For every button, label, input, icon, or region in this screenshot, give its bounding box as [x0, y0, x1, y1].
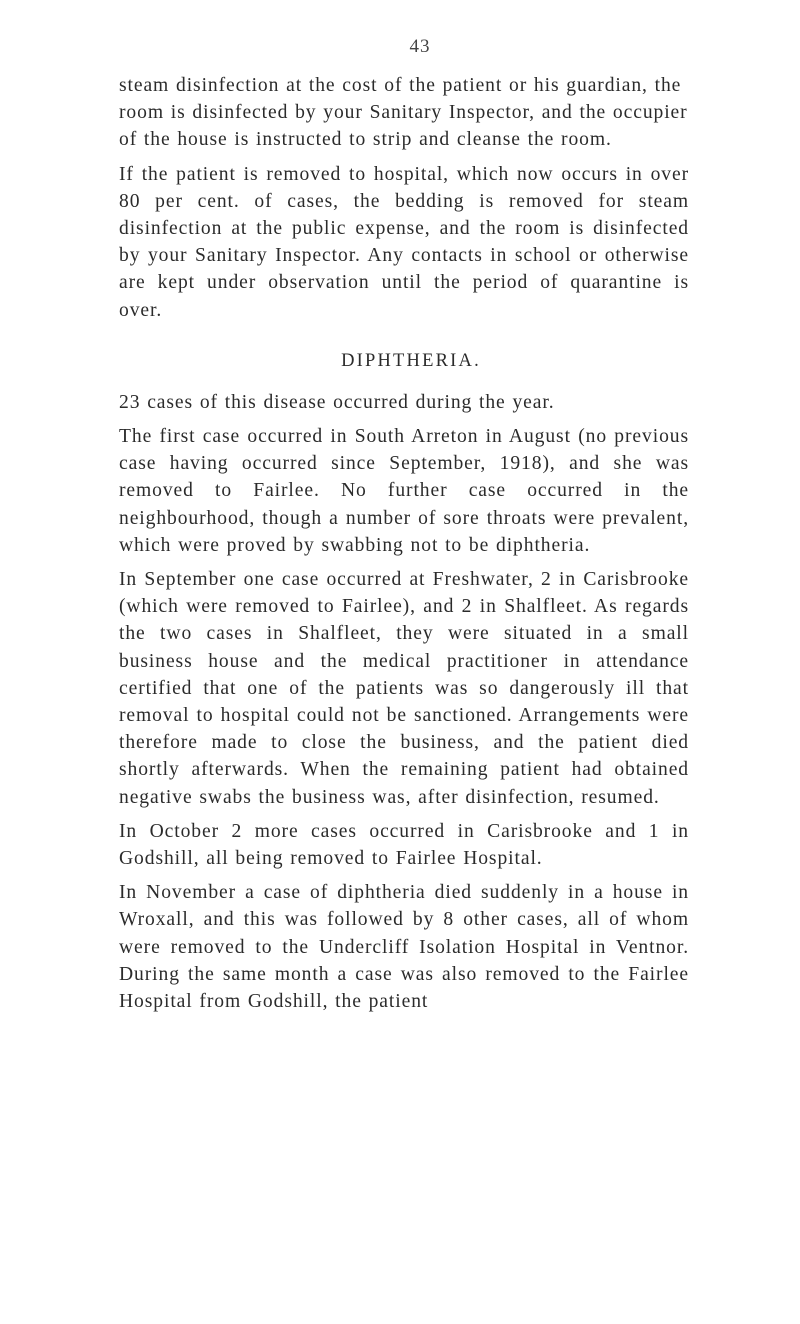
continuation-paragraph: steam disinfection at the cost of the patient or his guardian, the room is disinfected by your Sanitary Inspector, and the occupier of the house is instructed to strip and cleanse the room. [119, 75, 688, 151]
first-case-paragraph: The first case occurred in South Arreton in August (no previous case having occurred since September, 1918), and she was removed to Fairlee. No further case occurred in the neighbourhood, though a number of sore throats were prevalent, which were proved by swabbing not to be diphtheria. [119, 426, 689, 556]
hospital-removal-paragraph: If the patient is removed to hospital, which now occurs in over 80 per cent. of cases, the bedding is removed for steam disinfection at the public expense, and the room is disinfected by your Sanitary Inspector. Any contacts in school or otherwise are kept under observation until the period of quarantine is over. [119, 163, 689, 321]
diphtheria-summary-paragraph: 23 cases of this disease occurred during the year. [119, 391, 555, 413]
november-cases-paragraph: In November a case of diphtheria died suddenly in a house in Wroxall, and this was followed by 8 other cases, all of whom were removed to the Undercliff Isolation Hospital in Ventnor. During the same month a case was also removed to the Fairlee Hospital from Godshill, the patient [119, 882, 689, 1013]
september-cases-paragraph: In September one case occurred at Freshwater, 2 in Carisbrooke (which were removed to Fairlee), and 2 in Shalfleet. As regards the two cases in Shalfleet, they were situated in a small business house and the medical practitioner in attendance certified that one of the patients was so dangerously ill that removal to hospital could not be sanctioned. Arrangements were therefore made to close the business, and the patient died shortly afterwards. When the remaining patient had obtained negative swabs the business was, after disinfection, resumed. [119, 569, 689, 808]
page-number: 43 [409, 36, 431, 57]
section-heading-diphtheria: DIPHTHERIA. [341, 350, 481, 371]
october-cases-paragraph: In October 2 more cases occurred in Carisbrooke and 1 in Godshill, all being removed to Fairlee Hospital. [119, 820, 689, 870]
document-page [119, 36, 689, 1022]
